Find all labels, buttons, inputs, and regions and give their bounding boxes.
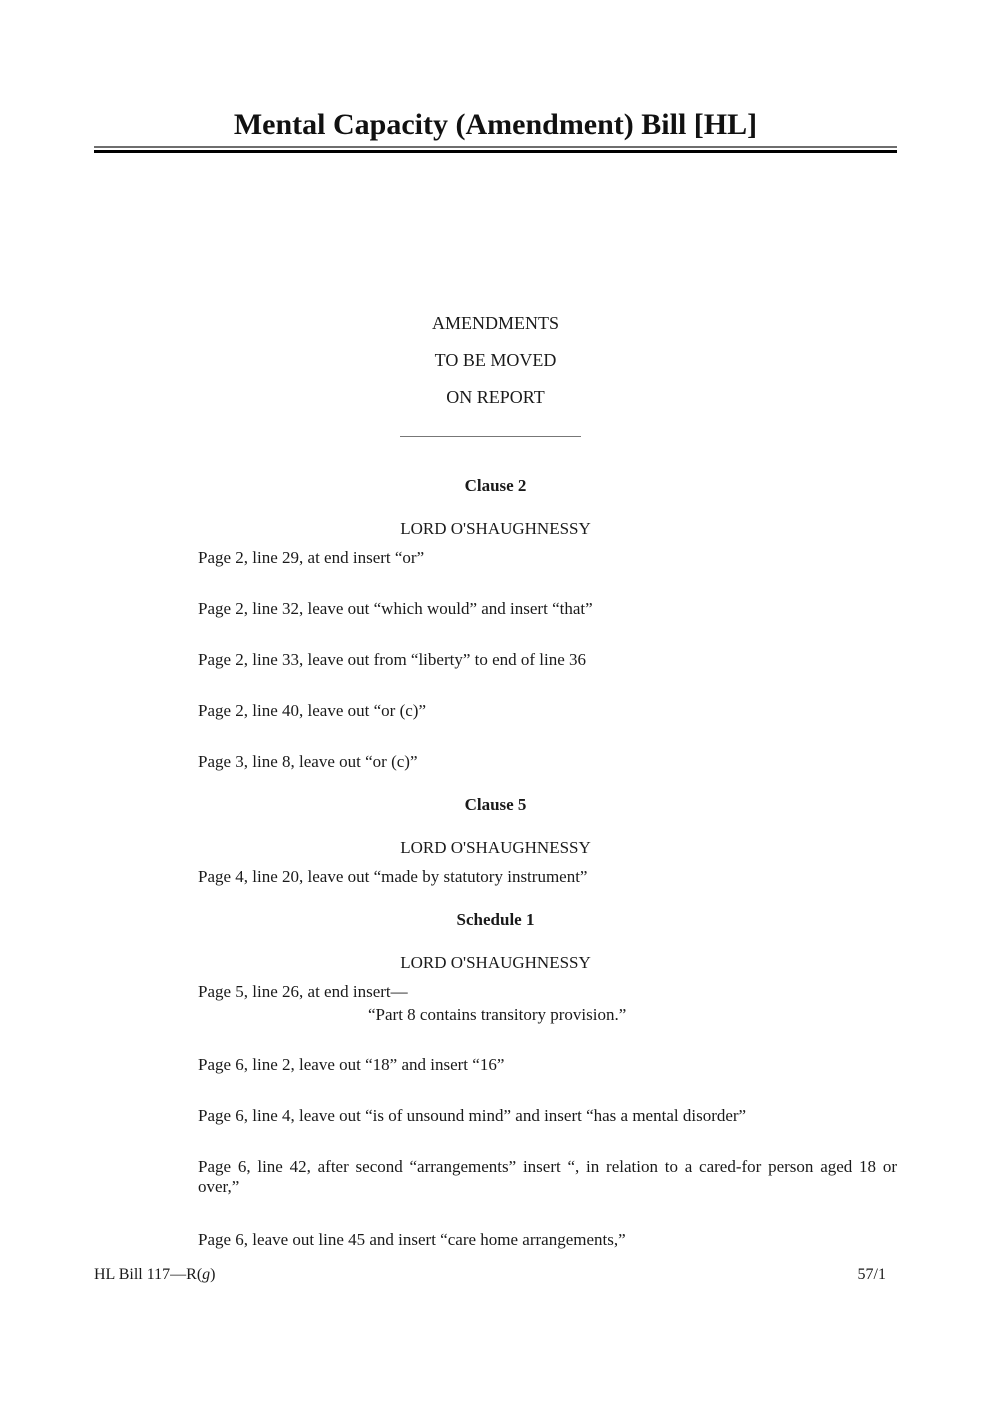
page-reference: 57/1 xyxy=(857,1266,886,1283)
heading-line-1: AMENDMENTS xyxy=(431,313,559,333)
heading-separator xyxy=(400,436,581,437)
document-title: Mental Capacity (Amendment) Bill [HL] xyxy=(233,108,758,141)
amendments-heading xyxy=(94,305,897,416)
amendment-item: Page 6, line 4, leave out “is of unsound mind” and insert “has a mental disorder” xyxy=(198,1106,747,1125)
mover-name: LORD O'SHAUGHNESSY xyxy=(400,519,591,538)
amendment-item: Page 2, line 40, leave out “or (c)” xyxy=(198,701,426,720)
amendment-item: Page 3, line 8, leave out “or (c)” xyxy=(198,752,418,771)
heading-line-2: TO BE MOVED xyxy=(434,350,557,370)
title-rule-thick xyxy=(94,150,897,153)
bill-reference-prefix: HL Bill 117—R( xyxy=(94,1266,203,1283)
title-rule-thin xyxy=(94,146,897,148)
section-title-clause-5: Clause 5 xyxy=(464,795,527,814)
bill-reference xyxy=(94,1265,215,1285)
bill-reference-italic: g xyxy=(202,1266,211,1283)
inserted-text: “Part 8 contains transitory provision.” xyxy=(368,1005,627,1024)
heading-line-3: ON REPORT xyxy=(446,387,545,407)
amendment-item: Page 6, leave out line 45 and insert “care home arrangements,” xyxy=(198,1230,626,1249)
mover-name: LORD O'SHAUGHNESSY xyxy=(400,838,591,857)
amendment-item: Page 2, line 32, leave out “which would” and insert “that” xyxy=(198,599,593,618)
amendment-item: Page 4, line 20, leave out “made by statutory instrument” xyxy=(198,867,588,886)
amendment-item: Page 6, line 2, leave out “18” and insert “16” xyxy=(198,1055,505,1074)
section-title-schedule-1: Schedule 1 xyxy=(456,910,535,929)
amendment-item: Page 6, line 42, after second “arrangements” insert “, in relation to a cared-for person aged 18 or over,” xyxy=(198,1157,897,1196)
amendment-item: Page 5, line 26, at end insert— xyxy=(198,982,408,1001)
bill-reference-suffix: ) xyxy=(210,1266,216,1283)
amendment-item: Page 2, line 33, leave out from “liberty” to end of line 36 xyxy=(198,650,587,669)
section-title-clause-2: Clause 2 xyxy=(464,476,527,495)
mover-name: LORD O'SHAUGHNESSY xyxy=(400,953,591,972)
amendment-item: Page 2, line 29, at end insert “or” xyxy=(198,548,425,567)
